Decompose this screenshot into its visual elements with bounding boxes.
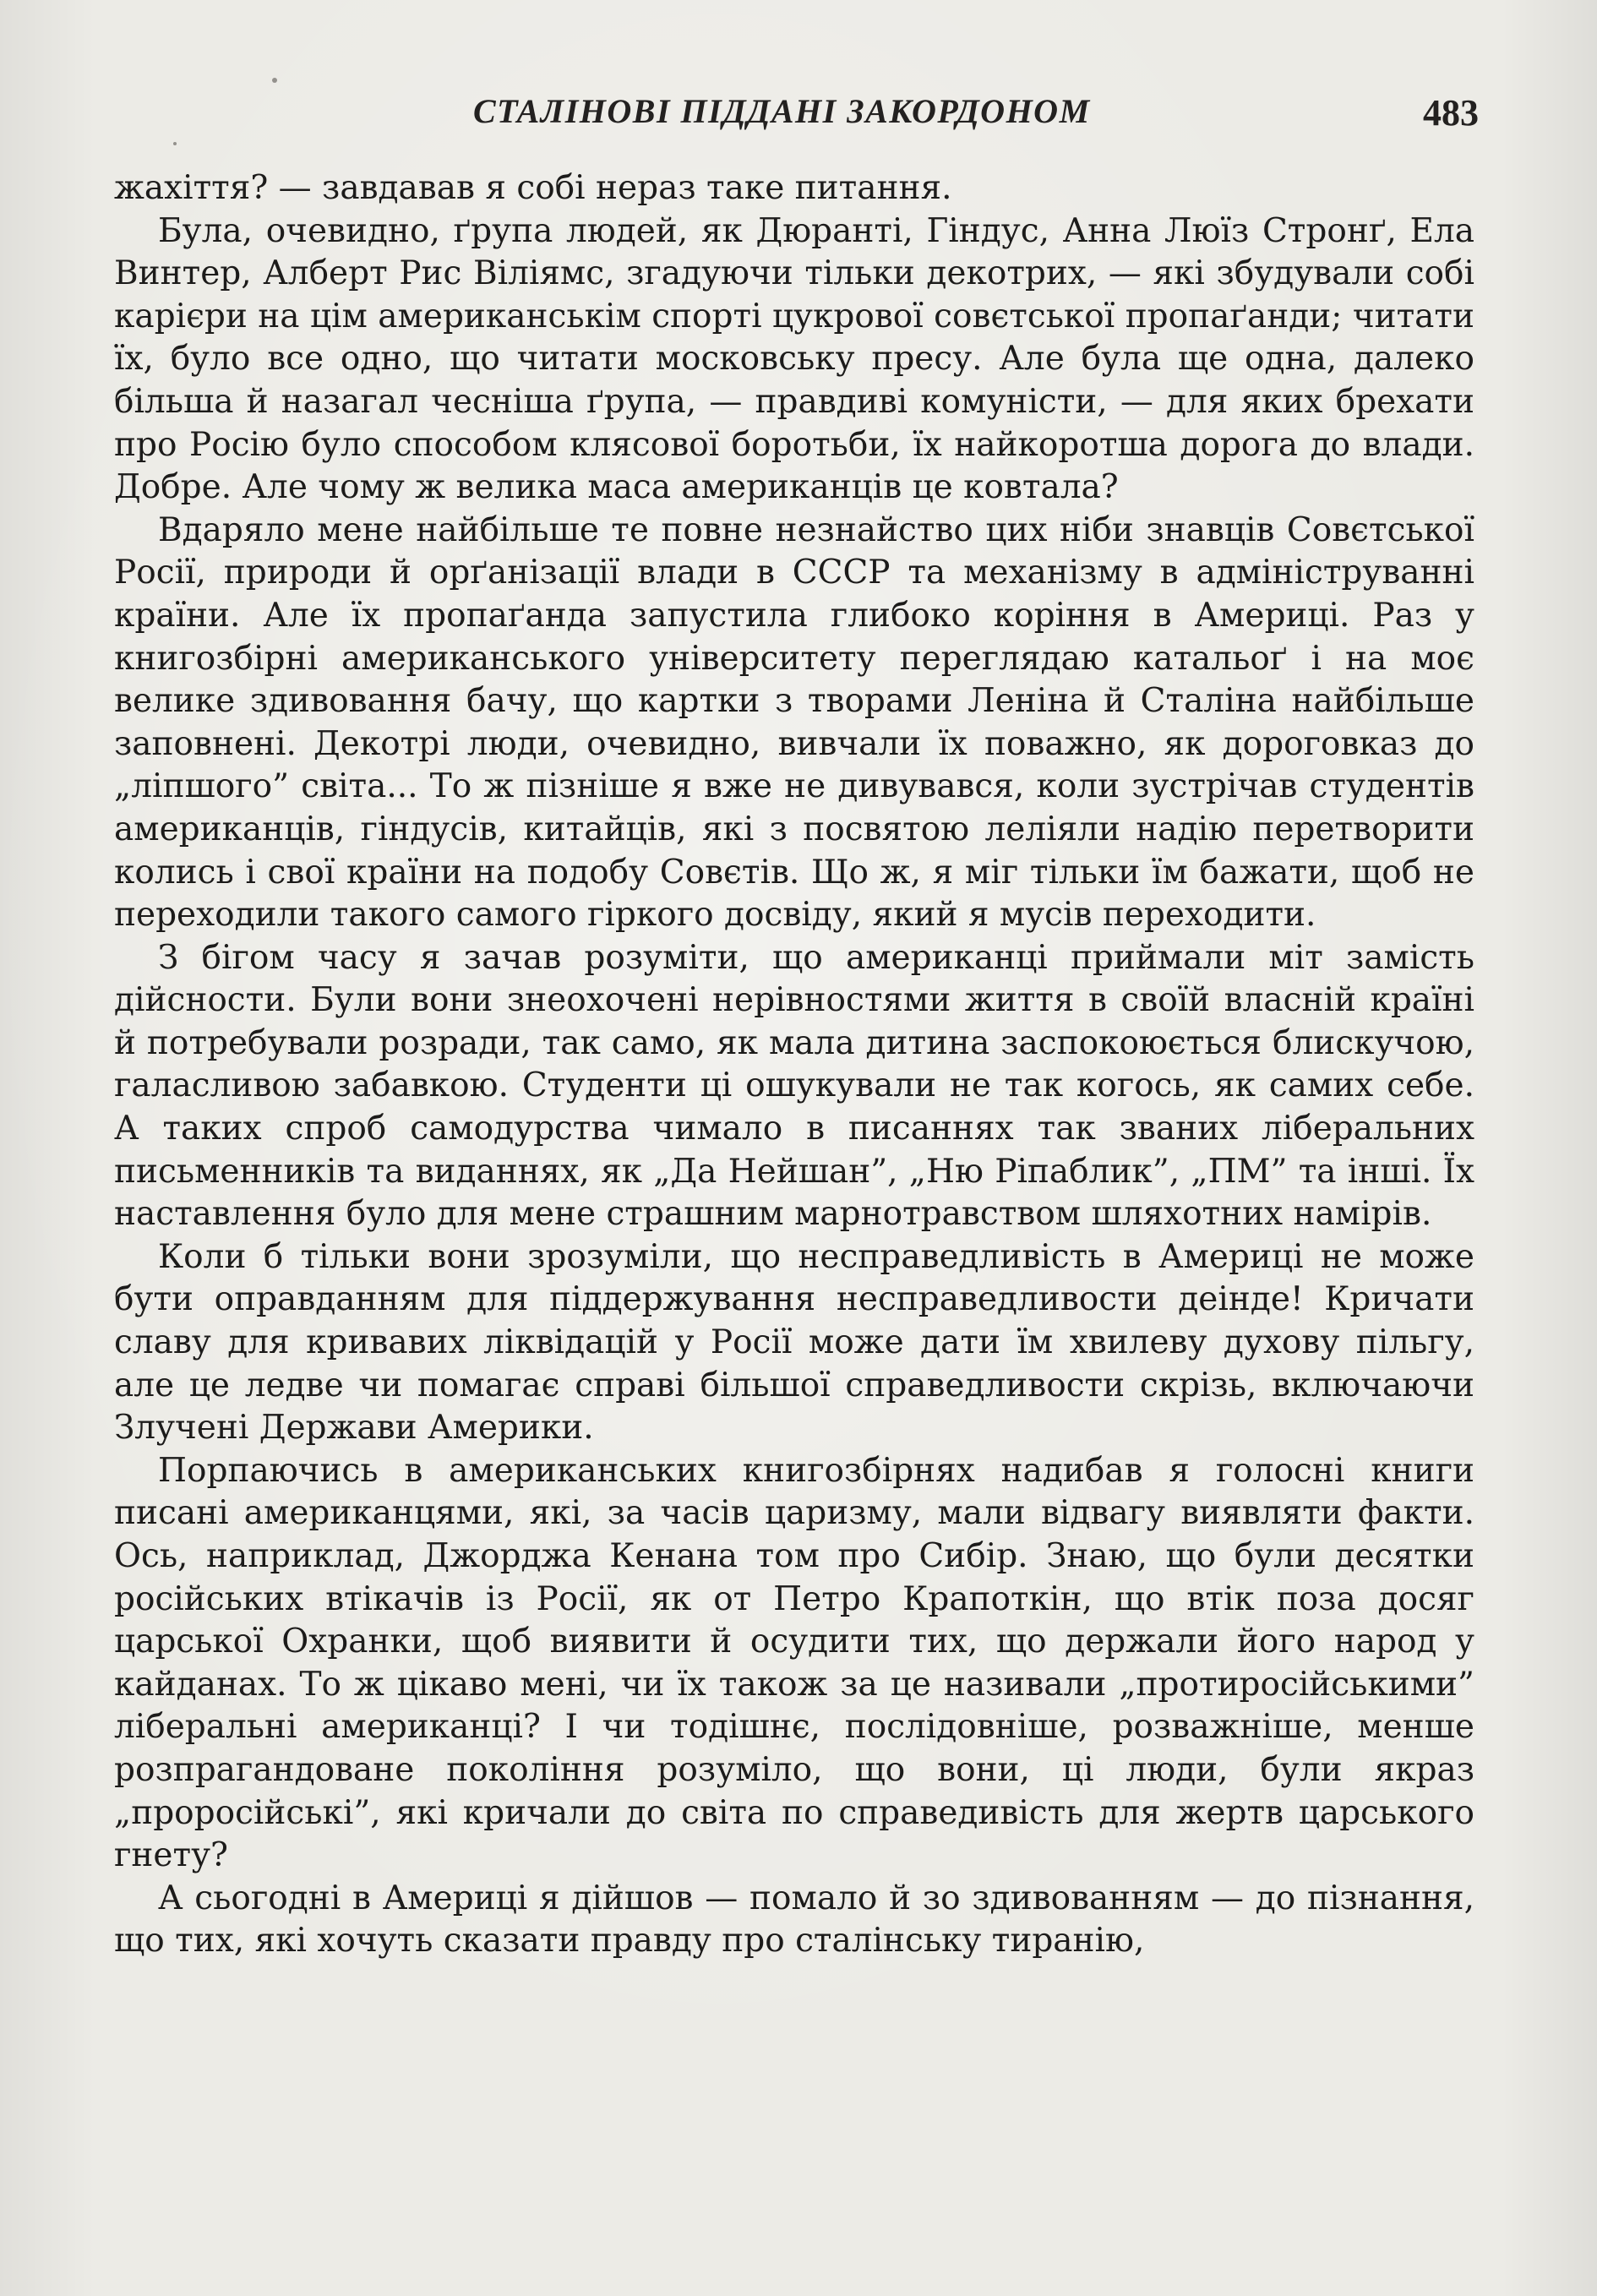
paper-speck — [272, 78, 277, 83]
body-text — [114, 167, 1474, 1963]
paragraph: Порпаючись в американських книгозбірнях надибав я голосні книги писані американцями, які, за часів царизму, мали відвагу виявляти факти. Ось, наприклад, Джорджа Кенана том про Сибір. Знаю, що були десятки російських втікачів із Росії, як от Петро Крапоткін, що втік поза досяг царської Охранки, щоб виявити й осудити тих, що держали його народ у кайданах. То ж цікаво мені, чи їх також за це називали „протиросійськими” ліберальні американці? І чи тодішнє, послідовніше, розважніше, менше розпрагандоване покоління розуміло, що вони, ці люди, були якраз „проросійські”, які кричали до світа по справедивість для жертв царського гнету? — [114, 1451, 1474, 1875]
paragraph: Вдаряло мене найбільше те повне незнайство цих ніби знавців Совєтської Росії, природи й орґанізації влади в СССР та механізму в адмініструванні країни. Але їх пропаґанда запустила глибоко коріння в Америці. Раз у книгозбірні американського університету переглядаю катальоґ і на моє велике здивовання бачу, що картки з творами Леніна й Сталіна найбільше заповнені. Декотрі люди, очевидно, вивчали їх поважно, як дороговказ до „ліпшого” світа... То ж пізніше я вже не дивувався, коли зустрічав студентів американців, гіндусів, китайців, які з посвятою леліяли надію перетворити колись і свої країни на подобу Совєтів. Що ж, я міг тільки їм бажати, щоб не переходили такого самого гіркого досвіду, який я мусів переходити. — [114, 510, 1474, 935]
running-head: СТАЛІНОВІ ПІДДАНІ ЗАКОРДОНОМ — [473, 92, 1091, 130]
paragraph-continued: жахіття? — завдавав я собі нераз таке питання. — [114, 169, 952, 207]
paragraph: Коли б тільки вони зрозуміли, що несправедливість в Америці не може бути оправданням для піддержування несправедливости деінде! Кричати славу для кривавих ліквідацій у Росії може дати їм хвилеву духову пільгу, але це ледве чи помагає справі більшої справедливости скрізь, включаючи Злучені Держави Америки. — [114, 1237, 1474, 1448]
paragraph: Була, очевидно, ґрупа людей, як Дюранті, Гіндус, Анна Люїз Стронґ, Ела Винтер, Алберт Рис Віліямс, згадуючи тільки декотрих, — які збудували собі карієри на цім американськім спорті цукрової совєтської пропаґанди; читати їх, було все одно, що читати московську пресу. Але була ще одна, далеко більша й назагал чесніша ґрупа, — правдиві комуністи, — для яких брехати про Росію було способом клясової боротьби, їх найкоротша дорога до влади. Добре. Але чому ж велика маса американців це ковтала? — [114, 211, 1474, 507]
paragraph: З бігом часу я зачав розуміти, що американці приймали міт замість дійсности. Були вони знеохочені нерівностями життя в своїй власній країні й потребували розради, так само, як мала дитина заспокоюється блискучою, галасливою забавкою. Студенти ці ошукували не так когось, як самих себе. А таких спроб самодурства чимало в писаннях так званих ліберальних письменників та виданнях, як „Да Нейшан”, „Ню Ріпаблик”, „ПМ” та інші. Їх наставлення було для мене страшним марнотравством шляхотних намірів. — [114, 938, 1474, 1234]
paragraph: А сьогодні в Америці я дійшов — помало й зо здивованням — до пізнання, що тих, які хочуть сказати правду про сталінську тиранію, — [114, 1879, 1474, 1961]
page-number: 483 — [1423, 92, 1479, 134]
paper-speck — [173, 142, 177, 145]
